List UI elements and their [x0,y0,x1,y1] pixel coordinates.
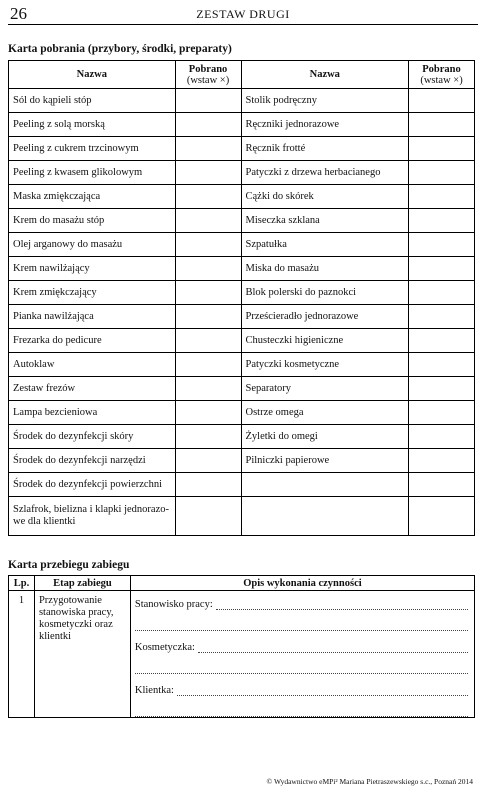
table-row [9,329,475,353]
taken-checkbox-right[interactable] [409,425,475,449]
taken-checkbox-left[interactable] [175,161,241,185]
table-row [9,377,475,401]
taken-checkbox-left[interactable] [175,497,241,536]
col-header-taken-sub: (wstaw ×) [420,74,463,86]
item-name-right: Miska do masażu [241,257,409,281]
item-name-left: Maska zmiękczająca [9,185,176,209]
taken-checkbox-right[interactable] [409,281,475,305]
taken-checkbox-right[interactable] [409,113,475,137]
item-name-left: Olej arganowy do masażu [9,233,176,257]
stanowisko-line[interactable] [135,599,468,610]
item-name-right: Ostrze omega [241,401,409,425]
item-name-left: Zestaw frezów [9,377,176,401]
table-row [9,305,475,329]
col-header-taken-left [175,61,241,89]
item-name-left: Krem nawilżający [9,257,176,281]
dotted-line[interactable] [135,663,468,674]
stanowisko-label: Stanowisko pracy: [134,599,213,610]
table-row [9,185,475,209]
kosmetyczka-line[interactable] [135,642,468,653]
item-name-right: Chusteczki higieniczne [241,329,409,353]
item-name-left: Peeling z solą morską [9,113,176,137]
item-name-left: Środek do dezynfekcji powierzchni [9,473,176,497]
taken-checkbox-right[interactable] [409,401,475,425]
taken-checkbox-left[interactable] [175,89,241,113]
item-name-left: Peeling z kwasem glikolowym [9,161,176,185]
taken-checkbox-left[interactable] [175,305,241,329]
item-name-left: Krem do masażu stóp [9,209,176,233]
taken-checkbox-right[interactable] [409,233,475,257]
taken-checkbox-left[interactable] [175,233,241,257]
item-name-right: Patyczki kosmetyczne [241,353,409,377]
item-name-left: Peeling z cukrem trzcinowym [9,137,176,161]
item-name-right: Prześcieradło jednorazowe [241,305,409,329]
table-row [9,353,475,377]
item-name-left: Sól do kąpieli stóp [9,89,176,113]
item-name-left: Środek do dezynfekcji narzędzi [9,449,176,473]
taken-checkbox-left[interactable] [175,281,241,305]
taken-checkbox-right[interactable] [409,257,475,281]
taken-checkbox-left[interactable] [175,185,241,209]
row-stage: Przygotowanie stanowiska pracy, kosmetyczki oraz klientki [34,591,130,718]
table-row [9,473,475,497]
table-row [9,89,475,113]
taken-checkbox-right[interactable] [409,305,475,329]
item-name-right: Ręcznik frotté [241,137,409,161]
taken-checkbox-right[interactable] [409,161,475,185]
item-name-left: Środek do dezynfekcji skóry [9,425,176,449]
taken-checkbox-left[interactable] [175,425,241,449]
item-name-left: Pianka nawilżająca [9,305,176,329]
item-name-left: Lampa bezcieniowa [9,401,176,425]
item-name-right: Stolik podręczny [241,89,409,113]
taken-checkbox-right[interactable] [409,329,475,353]
dotted-line[interactable] [135,706,468,717]
col-header-taken-sub: (wstaw ×) [186,74,230,86]
dotted-line[interactable] [135,620,468,631]
table-row [9,233,475,257]
item-name-right: Blok polerski do paznokci [241,281,409,305]
item-name-right: Pilniczki papierowe [241,449,409,473]
table-row [9,497,475,536]
taken-checkbox-left[interactable] [175,449,241,473]
table-row [9,257,475,281]
taken-checkbox-left[interactable] [175,209,241,233]
item-name-left: Frezarka do pedicure [9,329,176,353]
taken-checkbox-right[interactable] [409,89,475,113]
item-name-right: Szpatułka [241,233,409,257]
taken-checkbox-right[interactable] [409,137,475,161]
taken-checkbox-right[interactable] [409,377,475,401]
taken-checkbox-right[interactable] [409,353,475,377]
taken-checkbox-right[interactable] [409,497,475,536]
table-row [9,161,475,185]
section-title-przebiegu: Karta przebiegu zabiegu [8,559,130,571]
item-name-right: Cążki do skórek [241,185,409,209]
taken-checkbox-left[interactable] [175,377,241,401]
row-desc [130,591,474,718]
table-row [9,209,475,233]
karta-przebiegu-table [8,575,475,718]
taken-checkbox-left[interactable] [175,137,241,161]
item-name-right: Żyletki do omegi [241,425,409,449]
col-header-name-right: Nazwa [241,61,409,89]
item-name-left: Autoklaw [9,353,176,377]
item-name-right: Separatory [241,377,409,401]
col-header-stage: Etap zabiegu [34,576,130,591]
table-row [9,449,475,473]
page-number: 26 [10,4,27,23]
header-title: ZESTAW DRUGI [196,7,290,21]
klientka-label: Klientka: [134,685,174,696]
item-name-right: Patyczki z drzewa herbacianego [241,161,409,185]
item-name-right: Ręczniki jednorazowe [241,113,409,137]
item-name-right [241,497,409,536]
taken-checkbox-right[interactable] [409,473,475,497]
karta-pobrania-table [8,60,475,536]
table-row [9,401,475,425]
taken-checkbox-right[interactable] [409,185,475,209]
table-row [9,137,475,161]
footer-copyright: © Wydawnictwo eMPi² Mariana Pietraszewskiego s.c., Poznań 2014 [266,777,473,786]
col-header-desc: Opis wykonania czynności [130,576,474,591]
col-header-taken-label: Pobrano [422,63,461,75]
col-header-lp: Lp. [9,576,35,591]
col-header-taken-right [409,61,475,89]
table-row [9,281,475,305]
item-name-right: Miseczka szklana [241,209,409,233]
taken-checkbox-left[interactable] [175,473,241,497]
col-header-name-left: Nazwa [9,61,176,89]
kosmetyczka-label: Kosmetyczka: [134,642,195,653]
table-row [9,113,475,137]
col-header-taken-label: Pobrano [188,63,228,75]
taken-checkbox-right[interactable] [409,209,475,233]
klientka-line[interactable] [135,685,468,696]
taken-checkbox-left[interactable] [175,401,241,425]
item-name-left: Krem zmiękczający [9,281,176,305]
taken-checkbox-left[interactable] [175,113,241,137]
item-name-right [241,473,409,497]
taken-checkbox-left[interactable] [175,257,241,281]
row-lp: 1 [9,591,35,718]
taken-checkbox-left[interactable] [175,353,241,377]
item-name-left: Szlafrok, bielizna i klapki jednorazo-we dla klientki [9,497,176,536]
taken-checkbox-right[interactable] [409,449,475,473]
page-header [8,4,478,25]
table-row [9,425,475,449]
taken-checkbox-left[interactable] [175,329,241,353]
section-title-pobrania: Karta pobrania (przybory, środki, preparaty) [8,43,232,55]
